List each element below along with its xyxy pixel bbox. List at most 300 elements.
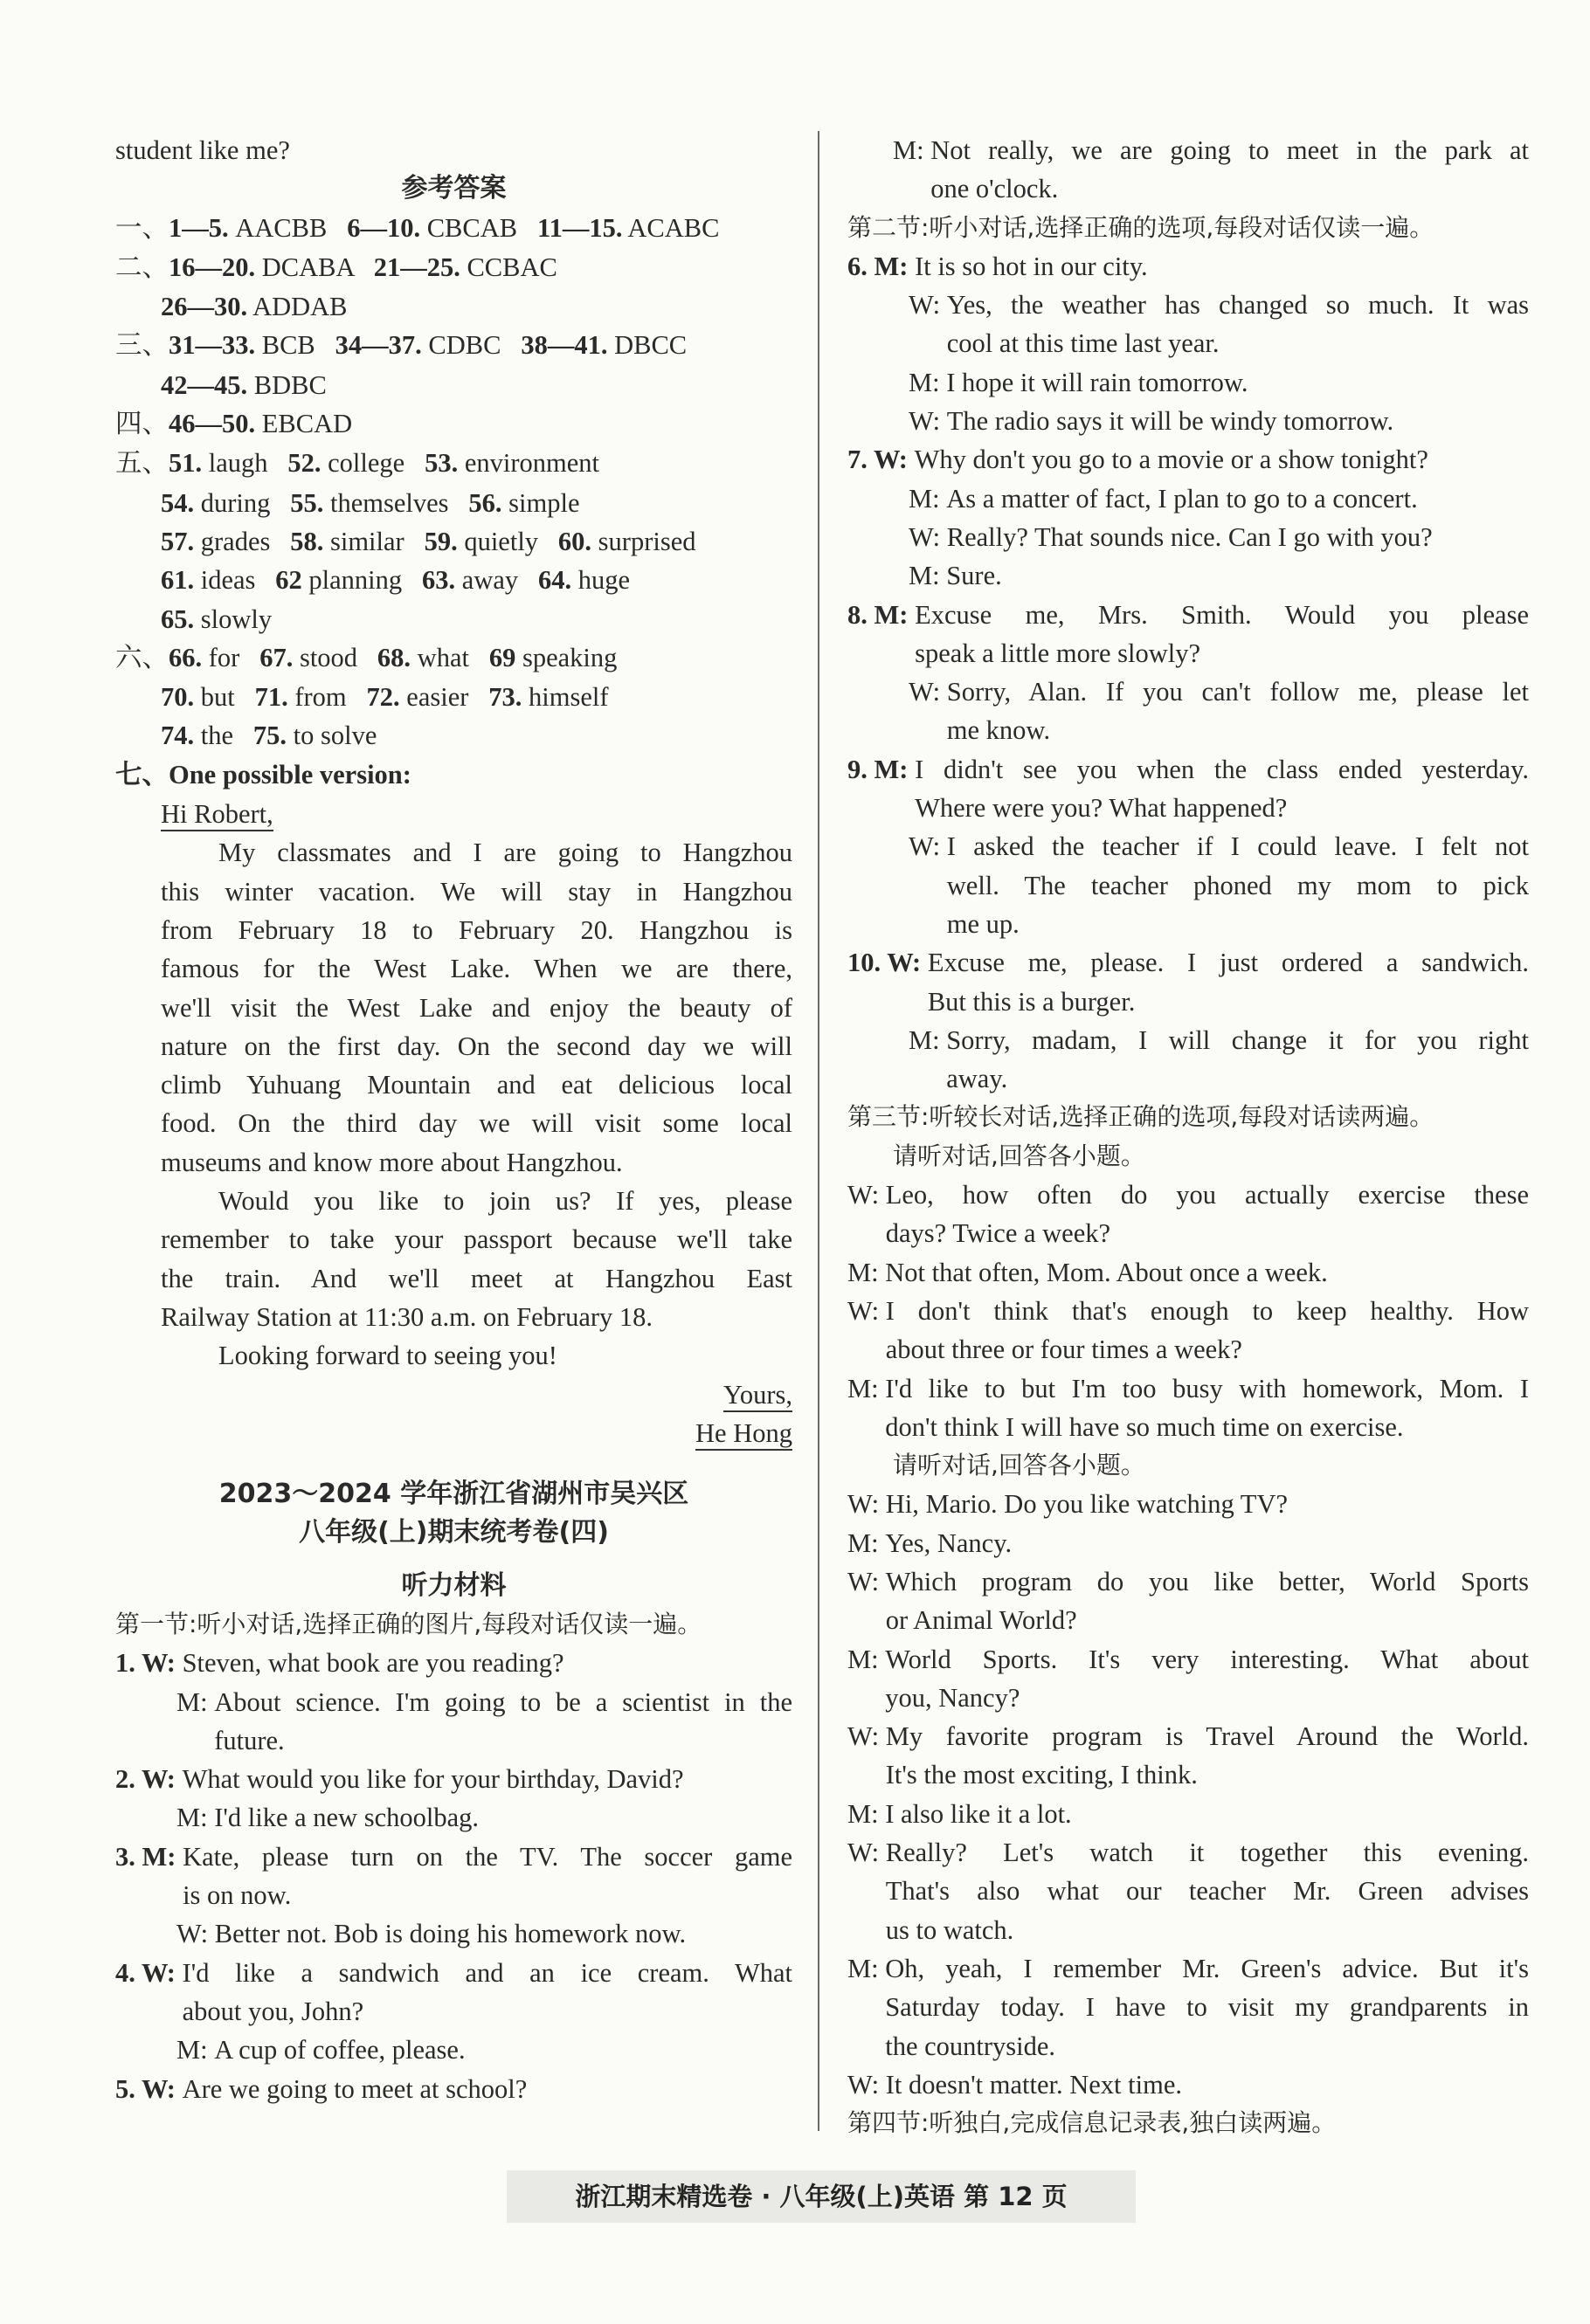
utterance-line: I hope it will rain tomorrow. xyxy=(946,367,1248,397)
answer-text: CBCAB xyxy=(420,212,537,243)
utterance-line: Better not. Bob is doing his homework now. xyxy=(214,1919,687,1949)
answer-row xyxy=(115,326,792,365)
answer-text: ADDAB xyxy=(247,292,348,322)
utterance-line: As a matter of fact, I plan to go to a concert. xyxy=(946,483,1418,514)
utterance xyxy=(886,1833,1529,1949)
dialogue-turn xyxy=(115,2031,792,2069)
dialogue-turn xyxy=(115,1644,792,1682)
writing-heading xyxy=(115,755,792,795)
speaker-tag: 1. W: xyxy=(115,1648,183,1679)
utterance xyxy=(214,1798,792,1837)
dialogue-turn xyxy=(847,1949,1529,2065)
letter-line: this winter vacation. We will stay in Hangzhou xyxy=(161,876,792,907)
speaker-tag: W: xyxy=(847,1489,886,1520)
utterance-line: Leo, how often do you actually exercise these xyxy=(885,1180,1529,1210)
utterance-line: Yes, Nancy. xyxy=(885,1527,1013,1558)
speaker-tag: W: xyxy=(909,406,947,437)
utterance-line: speak a little more slowly? xyxy=(915,638,1201,668)
answer-row xyxy=(115,209,792,248)
utterance xyxy=(215,1914,792,1953)
utterance-line: Where were you? What happened? xyxy=(915,793,1288,824)
section-number: 六、 xyxy=(115,642,169,673)
answer-row xyxy=(115,404,792,444)
utterance xyxy=(915,440,1529,479)
utterance-line: Excuse me, Mrs. Smith. Would you please xyxy=(915,599,1529,630)
section-number: 三、 xyxy=(115,330,169,362)
answer-row xyxy=(115,248,792,287)
letter-line: the train. And we'll meet at Hangzhou East xyxy=(161,1263,792,1293)
speaker-tag: 8. M: xyxy=(847,599,916,630)
speaker-tag: M: xyxy=(847,1953,886,1983)
answer-text: environment xyxy=(458,448,599,479)
letter-signature: He Hong xyxy=(695,1417,792,1451)
utterance xyxy=(928,943,1529,1021)
utterance xyxy=(886,2065,1529,2104)
dialogue-turn xyxy=(115,1760,792,1798)
speaker-tag: W: xyxy=(847,1180,886,1210)
utterance-line: Oh, yeah, I remember Mr. Green's advice. But it's xyxy=(885,1953,1529,1983)
question-range: 58. xyxy=(290,526,324,556)
answer-text: CDBC xyxy=(421,330,522,361)
dialogue-turn xyxy=(847,1717,1529,1795)
speaker-tag: W: xyxy=(847,1838,886,1868)
letter-greeting: Hi Robert, xyxy=(161,798,273,831)
speaker-tag: 9. M: xyxy=(847,754,916,784)
answer-text: laugh xyxy=(202,448,288,479)
question-range: 59. xyxy=(424,526,458,556)
utterance xyxy=(885,1524,1529,1562)
utterance xyxy=(886,1176,1529,1253)
answer-text: slowly xyxy=(194,603,273,634)
speaker-tag: W: xyxy=(909,831,947,862)
utterance-line: or Animal World? xyxy=(885,1605,1077,1636)
utterance-line: I'd like a new schoolbag. xyxy=(214,1803,479,1833)
question-range: 74. xyxy=(161,721,195,751)
utterance-line: Steven, what book are you reading? xyxy=(182,1648,564,1679)
dialogue-turn xyxy=(847,479,1529,518)
utterance-line: But this is a burger. xyxy=(927,986,1136,1017)
utterance-line: A cup of coffee, please. xyxy=(214,2035,466,2065)
utterance xyxy=(947,827,1529,943)
letter-line: we'll visit the West Lake and enjoy the beauty of xyxy=(161,992,792,1023)
answer-row xyxy=(115,522,792,561)
answer-text: CCBAC xyxy=(460,252,557,282)
question-range: 56. xyxy=(468,487,502,518)
answer-text: themselves xyxy=(323,487,469,518)
letter-line: nature on the first day. On the second day we will xyxy=(161,1031,792,1061)
utterance-line: It doesn't matter. Next time. xyxy=(885,2069,1182,2100)
utterance xyxy=(885,1253,1529,1292)
utterance xyxy=(885,1369,1529,1447)
question-range: 46—50. xyxy=(169,409,256,439)
answer-text: away xyxy=(455,565,539,596)
answer-text: to solve xyxy=(287,721,377,751)
writing-title: One possible version: xyxy=(169,759,411,790)
answer-text: huge xyxy=(571,565,631,596)
answer-row xyxy=(115,678,792,716)
utterance-line: I'd like a sandwich and an ice cream. What xyxy=(182,1957,792,1988)
letter-line: museums and know more about Hangzhou. xyxy=(161,1147,623,1177)
utterance xyxy=(885,1640,1529,1718)
question-range: 16—20. xyxy=(169,252,256,282)
utterance-line: don't think I will have so much time on exercise. xyxy=(885,1411,1404,1442)
speaker-tag: M: xyxy=(176,1803,215,1833)
utterance xyxy=(946,556,1529,595)
question-range: 11—15. xyxy=(537,212,623,243)
question-range: 55. xyxy=(290,487,324,518)
utterance xyxy=(886,1562,1529,1640)
question-range: 64. xyxy=(538,565,572,596)
utterance xyxy=(947,518,1529,556)
answer-row xyxy=(115,638,792,678)
question-range: 26—30. xyxy=(161,292,248,322)
answer-text: ideas xyxy=(194,565,276,596)
left-column xyxy=(115,131,792,2108)
answer-text: planning xyxy=(301,565,423,596)
question-range: 65. xyxy=(161,603,195,634)
dialogue-turn xyxy=(847,672,1529,750)
section-number: 七、 xyxy=(115,759,169,790)
utterance-line: Sure. xyxy=(946,561,1002,591)
speaker-tag: M: xyxy=(847,1644,886,1674)
utterance xyxy=(885,1795,1529,1833)
section-heading: 第二节:听小对话,选择正确的选项,每段对话仅读一遍。 xyxy=(847,212,1434,242)
utterance-line: The radio says it will be windy tomorrow. xyxy=(946,406,1394,437)
utterance-line: you, Nancy? xyxy=(885,1682,1020,1713)
question-range: 51. xyxy=(169,448,203,479)
dialogue-turn xyxy=(115,1798,792,1837)
utterance-line: Yes, the weather has changed so much. It was xyxy=(946,290,1529,321)
speaker-tag: M: xyxy=(847,1798,886,1829)
answer-text: DCABA xyxy=(255,252,374,282)
section-prompt: 请听对话,回答各小题。 xyxy=(893,1141,1145,1170)
letter-line: famous for the West Lake. When we are there, xyxy=(161,954,792,984)
question-range: 73. xyxy=(488,682,522,713)
speaker-tag: M: xyxy=(909,1024,947,1055)
carry-over-line: student like me? xyxy=(115,135,290,165)
dialogue-turn xyxy=(847,1369,1529,1447)
dialogue-turn xyxy=(847,1640,1529,1718)
answer-text: grades xyxy=(194,526,291,556)
answer-text: speaking xyxy=(515,642,618,672)
letter-line: climb Yuhuang Mountain and eat delicious local xyxy=(161,1070,792,1100)
question-range: 52. xyxy=(287,448,321,479)
utterance-line: Sorry, Alan. If you can't follow me, please let xyxy=(946,677,1529,707)
dialogue-turn xyxy=(847,1292,1529,1369)
letter-line: remember to take your passport because we'll take xyxy=(161,1224,792,1255)
question-range: 42—45. xyxy=(161,369,248,400)
utterance-line: Hi, Mario. Do you like watching TV? xyxy=(885,1489,1289,1520)
utterance xyxy=(947,672,1529,750)
utterance xyxy=(915,596,1529,673)
section-heading: 第四节:听独白,完成信息记录表,独白读两遍。 xyxy=(847,2108,1337,2138)
dialogue-turn xyxy=(847,402,1529,440)
letter-line: food. On the third day we will visit some local xyxy=(161,1108,792,1139)
utterance xyxy=(946,1021,1529,1099)
section-number: 一、 xyxy=(115,212,169,244)
speaker-tag: W: xyxy=(909,521,947,552)
utterance-line: I don't think that's enough to keep healthy. How xyxy=(885,1295,1529,1326)
exam-title-line-1: 2023～2024 学年浙江省湖州市吴兴区 xyxy=(218,1479,689,1510)
answer-row xyxy=(115,561,792,599)
dialogue-turn xyxy=(115,2070,792,2108)
utterance xyxy=(915,750,1529,828)
question-range: 6—10. xyxy=(347,212,421,243)
speaker-tag: M: xyxy=(176,1686,215,1717)
dialogue-turn xyxy=(847,440,1529,479)
page-footer: 浙江期末精选卷 · 八年级(上)英语 第 12 页 xyxy=(507,2170,1136,2223)
dialogue-turn xyxy=(847,1485,1529,1523)
letter-closing: Yours, xyxy=(723,1379,792,1412)
question-range: 75. xyxy=(252,721,287,751)
utterance-line: What would you like for your birthday, David? xyxy=(182,1764,684,1795)
speaker-tag: M: xyxy=(893,135,931,165)
utterance xyxy=(183,1644,792,1682)
letter-line: from February 18 to February 20. Hangzhou is xyxy=(161,914,792,945)
dialogue-turn xyxy=(115,1954,792,2031)
speaker-tag: M: xyxy=(909,561,947,591)
answer-text: for xyxy=(202,642,260,672)
dialogue-turn xyxy=(847,1176,1529,1253)
dialogue-turn xyxy=(115,1914,792,1953)
letter-line: Looking forward to seeing you! xyxy=(218,1341,557,1371)
utterance xyxy=(946,479,1529,518)
answer-text: stood xyxy=(293,642,377,672)
answer-row xyxy=(115,484,792,522)
utterance-line: the countryside. xyxy=(885,2031,1056,2061)
answer-row xyxy=(115,600,792,638)
utterance xyxy=(885,1949,1529,2065)
question-range: 66. xyxy=(169,642,203,672)
dialogue-turn xyxy=(847,2065,1529,2104)
answer-text: the xyxy=(194,721,253,751)
utterance-line: me up. xyxy=(946,908,1020,939)
speaker-tag: W: xyxy=(847,2069,886,2100)
answer-row xyxy=(115,444,792,483)
question-range: 61. xyxy=(161,565,195,596)
speaker-tag: W: xyxy=(847,1721,886,1752)
speaker-tag: M: xyxy=(909,483,947,514)
utterance-line: I asked the teacher if I could leave. I felt not xyxy=(946,831,1529,862)
utterance-line: well. The teacher phoned my mom to pick xyxy=(946,870,1529,900)
question-range: 53. xyxy=(425,448,459,479)
dialogue-turn xyxy=(847,1524,1529,1562)
speaker-tag: W: xyxy=(847,1566,886,1596)
utterance-line: Why don't you go to a movie or a show tonight? xyxy=(914,445,1428,475)
dialogue-turn xyxy=(847,943,1529,1021)
utterance xyxy=(214,2031,792,2069)
speaker-tag: W: xyxy=(909,677,947,707)
speaker-tag: M: xyxy=(909,367,947,397)
utterance xyxy=(946,363,1529,402)
speaker-tag: M: xyxy=(847,1373,886,1403)
dialogue-turn xyxy=(847,131,1529,209)
utterance-line: Saturday today. I have to visit my grandparents in xyxy=(885,1992,1529,2023)
answer-text: ACABC xyxy=(622,212,720,243)
question-range: 72. xyxy=(366,682,400,713)
utterance-line: away. xyxy=(946,1064,1008,1094)
answer-text: similar xyxy=(323,526,425,556)
answer-row xyxy=(115,716,792,755)
utterance-line: cool at this time last year. xyxy=(946,328,1220,359)
dialogue-turn xyxy=(847,596,1529,673)
answer-text: during xyxy=(194,487,291,518)
speaker-tag: 7. W: xyxy=(847,445,915,475)
answer-text: what xyxy=(411,642,489,672)
section-prompt: 请听对话,回答各小题。 xyxy=(893,1451,1145,1480)
utterance-line: Really? That sounds nice. Can I go with you? xyxy=(946,521,1433,552)
question-range: 60. xyxy=(557,526,592,556)
utterance-line: Excuse me, please. I just ordered a sandwich. xyxy=(927,948,1529,978)
answer-text: himself xyxy=(522,682,609,713)
utterance-line: about three or four times a week? xyxy=(885,1334,1242,1365)
column-divider xyxy=(818,131,819,2131)
dialogue-turn xyxy=(115,1683,792,1761)
answer-text: DBCC xyxy=(607,330,688,361)
utterance xyxy=(214,1683,792,1761)
answer-text: college xyxy=(321,448,425,479)
utterance-line: It is so hot in our city. xyxy=(915,251,1148,281)
question-range: 31—33. xyxy=(169,330,256,361)
dialogue-turn xyxy=(847,1253,1529,1292)
utterance xyxy=(915,247,1529,286)
dialogue-turn xyxy=(847,518,1529,556)
dialogue-turn xyxy=(847,1562,1529,1640)
answer-row xyxy=(115,366,792,404)
dialogue-turn xyxy=(847,556,1529,595)
utterance xyxy=(930,131,1529,209)
utterance-line: about you, John? xyxy=(182,1996,364,2026)
utterance xyxy=(183,1760,792,1798)
utterance-line: one o'clock. xyxy=(930,174,1059,204)
speaker-tag: 4. W: xyxy=(115,1957,183,1988)
utterance-line: Kate, please turn on the TV. The soccer game xyxy=(183,1841,792,1872)
dialogue-turn xyxy=(847,1021,1529,1099)
question-range: 54. xyxy=(161,487,195,518)
utterance-line: us to watch. xyxy=(885,1914,1014,1945)
utterance xyxy=(183,1838,792,1915)
question-range: 68. xyxy=(377,642,411,672)
utterance-line: future. xyxy=(214,1725,285,1755)
dialogue-turn xyxy=(847,1833,1529,1949)
speaker-tag: W: xyxy=(909,290,947,321)
answer-text: but xyxy=(194,682,255,713)
answer-text: AACBB xyxy=(228,212,348,243)
utterance-line: World Sports. It's very interesting. What about xyxy=(885,1644,1529,1674)
utterance-line: Are we going to meet at school? xyxy=(182,2073,528,2104)
question-range: 34—37. xyxy=(335,330,422,361)
utterance xyxy=(886,1717,1529,1795)
question-range: 57. xyxy=(161,526,195,556)
utterance-line: Not really, we are going to meet in the park at xyxy=(930,135,1529,165)
question-range: 1—5. xyxy=(169,212,229,243)
speaker-tag: 3. M: xyxy=(115,1841,183,1872)
answer-text: EBCAD xyxy=(255,409,353,439)
speaker-tag: W: xyxy=(847,1295,886,1326)
utterance-line: About science. I'm going to be a scientist in the xyxy=(214,1686,792,1717)
utterance-line: Really? Let's watch it together this evening. xyxy=(885,1838,1529,1868)
letter-line: Would you like to join us? If yes, please xyxy=(218,1186,792,1217)
question-range: 69 xyxy=(488,642,516,672)
letter-signature-row xyxy=(115,1414,792,1452)
question-range: 62 xyxy=(275,565,302,596)
utterance xyxy=(886,1292,1529,1369)
utterance-line: days? Twice a week? xyxy=(885,1218,1111,1249)
utterance-line: Sorry, madam, I will change it for you right xyxy=(946,1024,1529,1055)
question-range: 21—25. xyxy=(373,252,460,282)
utterance xyxy=(183,1954,792,2031)
letter-greeting-row xyxy=(115,795,792,833)
section-heading: 第一节:听小对话,选择正确的图片,每段对话仅读一遍。 xyxy=(115,1609,702,1638)
answer-text: surprised xyxy=(591,526,696,556)
utterance-line: It's the most exciting, I think. xyxy=(885,1760,1198,1790)
question-range: 71. xyxy=(254,682,288,713)
letter-closing-row xyxy=(115,1376,792,1414)
speaker-tag: 10. W: xyxy=(847,948,928,978)
listening-title: 听力材料 xyxy=(401,1569,507,1601)
speaker-tag: M: xyxy=(176,2035,215,2065)
utterance-line: I'd like to but I'm too busy with homework, Mom. I xyxy=(885,1373,1529,1403)
letter-line: Railway Station at 11:30 a.m. on February 18. xyxy=(161,1301,653,1332)
right-column xyxy=(847,131,1529,2142)
letter-line: My classmates and I are going to Hangzhou xyxy=(218,838,792,868)
dialogue-turn xyxy=(847,363,1529,402)
utterance-line: That's also what our teacher Mr. Green advises xyxy=(885,1876,1529,1907)
utterance-line: Not that often, Mom. About once a week. xyxy=(885,1257,1328,1287)
dialogue-turn xyxy=(847,286,1529,363)
dialogue-turn xyxy=(847,827,1529,943)
utterance-line: me know. xyxy=(946,715,1051,746)
answer-text: from xyxy=(287,682,367,713)
utterance xyxy=(183,2070,792,2108)
utterance-line: I also like it a lot. xyxy=(885,1798,1072,1829)
answer-text: quietly xyxy=(457,526,558,556)
answer-text: easier xyxy=(399,682,489,713)
dialogue-turn xyxy=(847,1795,1529,1833)
utterance-line: Which program do you like better, World Sports xyxy=(885,1566,1529,1596)
speaker-tag: M: xyxy=(847,1257,886,1287)
utterance-line: I didn't see you when the class ended yesterday. xyxy=(915,754,1529,784)
question-range: 70. xyxy=(161,682,195,713)
question-range: 38—41. xyxy=(521,330,608,361)
speaker-tag: 6. M: xyxy=(847,251,916,281)
section-number: 四、 xyxy=(115,409,169,440)
utterance-line: is on now. xyxy=(183,1880,292,1911)
answer-text: BCB xyxy=(255,330,335,361)
dialogue-turn xyxy=(847,247,1529,286)
dialogue-turn xyxy=(847,750,1529,828)
answer-text: BDBC xyxy=(247,369,327,400)
answers-title: 参考答案 xyxy=(401,173,507,204)
question-range: 67. xyxy=(259,642,294,672)
dialogue-turn xyxy=(115,1838,792,1915)
speaker-tag: 2. W: xyxy=(115,1764,183,1795)
section-heading: 第三节:听较长对话,选择正确的选项,每段对话读两遍。 xyxy=(847,1102,1434,1132)
section-number: 五、 xyxy=(115,448,169,479)
speaker-tag: M: xyxy=(847,1527,886,1558)
section-number: 二、 xyxy=(115,252,169,283)
utterance xyxy=(947,286,1529,363)
speaker-tag: 5. W: xyxy=(115,2073,183,2104)
utterance xyxy=(947,402,1529,440)
utterance xyxy=(886,1485,1529,1523)
utterance-line: My favorite program is Travel Around the World. xyxy=(885,1721,1529,1752)
speaker-tag: W: xyxy=(176,1919,215,1949)
question-range: 63. xyxy=(422,565,456,596)
answer-text: simple xyxy=(501,487,580,518)
exam-title-line-2: 八年级(上)期末统考卷(四) xyxy=(299,1517,609,1548)
answer-row xyxy=(115,287,792,326)
